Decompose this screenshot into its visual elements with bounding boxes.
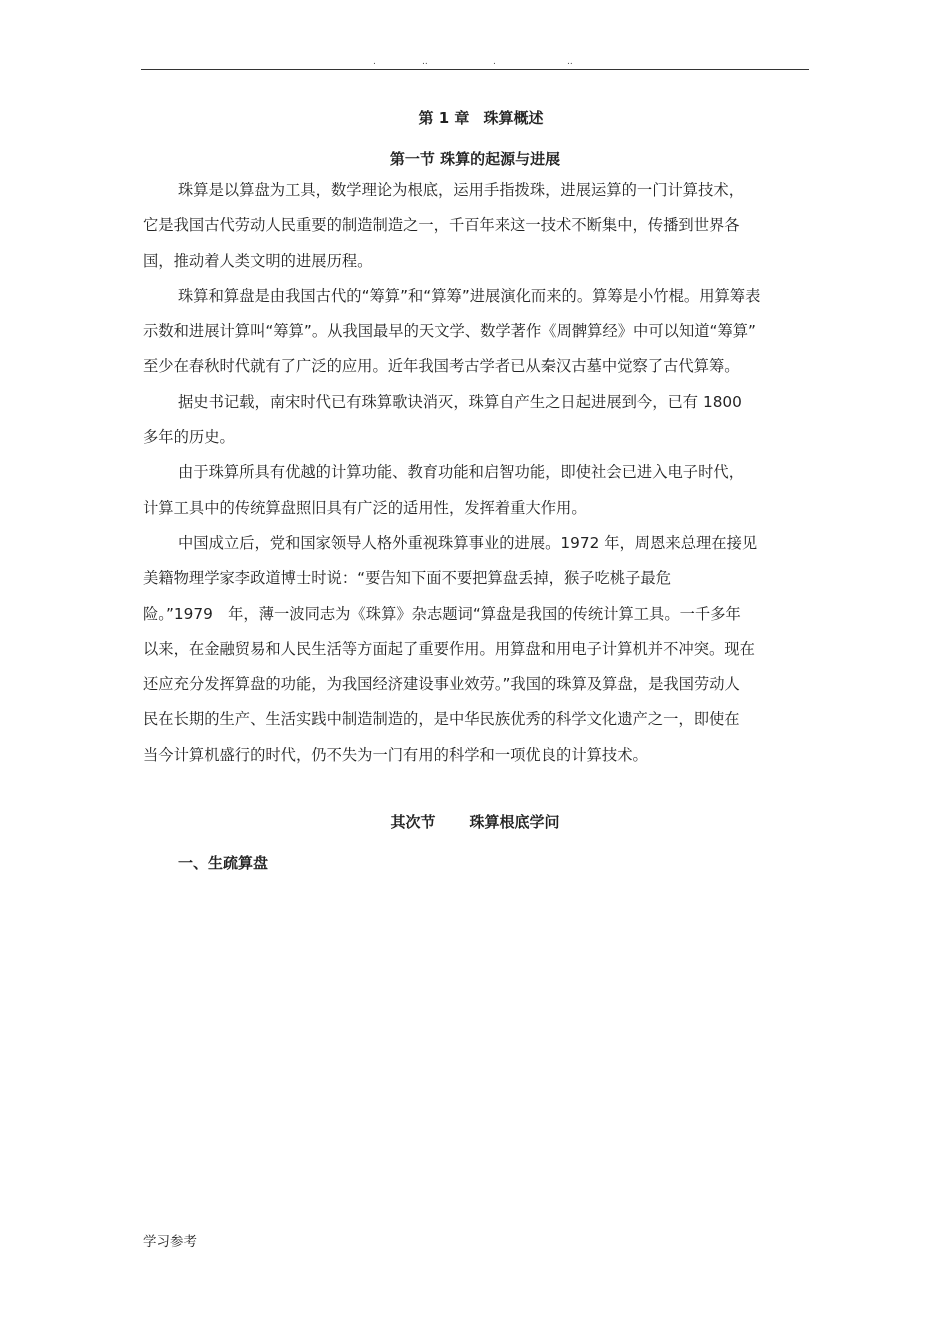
text-line: 民在长期的生产、生活实践中制造制造的，是中华民族优秀的科学文化遗产之一，即使在: [143, 710, 740, 729]
paragraph-2: [143, 279, 807, 385]
text-line: 国，推动着人类文明的进展历程。: [143, 251, 373, 270]
text-line: 险。”1979 年，薄一波同志为《珠算》杂志题词“算盘是我国的传统计算工具。一千多年: [143, 604, 741, 623]
text-line: 当今计算机盛行的时代，仍不失为一门有用的科学和一项优良的计算技术。: [143, 745, 648, 764]
section-2-number: 其次节: [390, 813, 436, 832]
section-2-name: 珠算根底学问: [469, 813, 560, 832]
text-line: 以来，在金融贸易和人民生活等方面起了重要作用。用算盘和用电子计算机并不冲突。现在: [143, 639, 755, 658]
page-footer: 学习参考: [143, 1234, 197, 1250]
header-rule: [141, 69, 809, 70]
text-line: 它是我国古代劳动人民重要的制造制造之一，千百年来这一技术不断集中，传播到世界各: [143, 216, 740, 235]
section-2-title: [143, 812, 807, 832]
header-mark: .: [373, 57, 376, 67]
document-body: [143, 102, 807, 873]
chapter-title: [143, 108, 807, 128]
subheading-1: 一、生疏算盘: [178, 854, 269, 873]
section-1-title: 第一节 珠算的起源与进展: [389, 150, 561, 168]
text-line: 计算工具中的传统算盘照旧具有广泛的适用性，发挥着重大作用。: [143, 498, 587, 517]
text-line: 珠算是以算盘为工具，数学理论为根底，运用手指拨珠，进展运算的一门计算技术，: [178, 181, 744, 199]
header-mark: .: [493, 57, 496, 67]
text-line: 还应充分发挥算盘的功能，为我国经济建设事业效劳。”我国的珠算及算盘，是我国劳动人: [143, 675, 740, 694]
text-line: 中国成立后，党和国家领导人格外重视珠算事业的进展。1972 年，周恩来总理在接见: [178, 533, 758, 552]
text-line: 示数和进展计算叫“筹算”。从我国最早的天文学、数学著作《周髀算经》中可以知道“筹算”: [143, 322, 756, 341]
paragraph-3: [143, 385, 807, 456]
text-line: 至少在春秋时代就有了广泛的应用。近年我国考古学者已从秦汉古墓中觉察了古代算筹。: [143, 357, 740, 376]
chapter-name: 珠算概述: [483, 109, 544, 127]
header-mark: ..: [567, 57, 573, 67]
chapter-number: 第 1 章: [418, 109, 470, 127]
page-header-marks: [141, 56, 809, 68]
header-mark: ..: [422, 57, 428, 67]
paragraph-4: [143, 455, 807, 526]
text-line: 美籍物理学家李政道博士时说：“要告知下面不要把算盘丢掉，猴子吃桃子最危: [143, 569, 672, 588]
paragraph-5: [143, 526, 807, 773]
text-line: 据史书记载，南宋时代已有珠算歌诀消灭，珠算自产生之日起进展到今，已有 1800: [178, 392, 742, 411]
text-line: 珠算和算盘是由我国古代的“筹算”和“算筹”进展演化而来的。算筹是小竹棍。用算筹表: [178, 286, 761, 305]
paragraph-1: [143, 173, 807, 279]
text-line: 多年的历史。: [143, 428, 235, 447]
text-line: 由于珠算所具有优越的计算功能、教育功能和启智功能，即使社会已进入电子时代，: [178, 463, 744, 482]
